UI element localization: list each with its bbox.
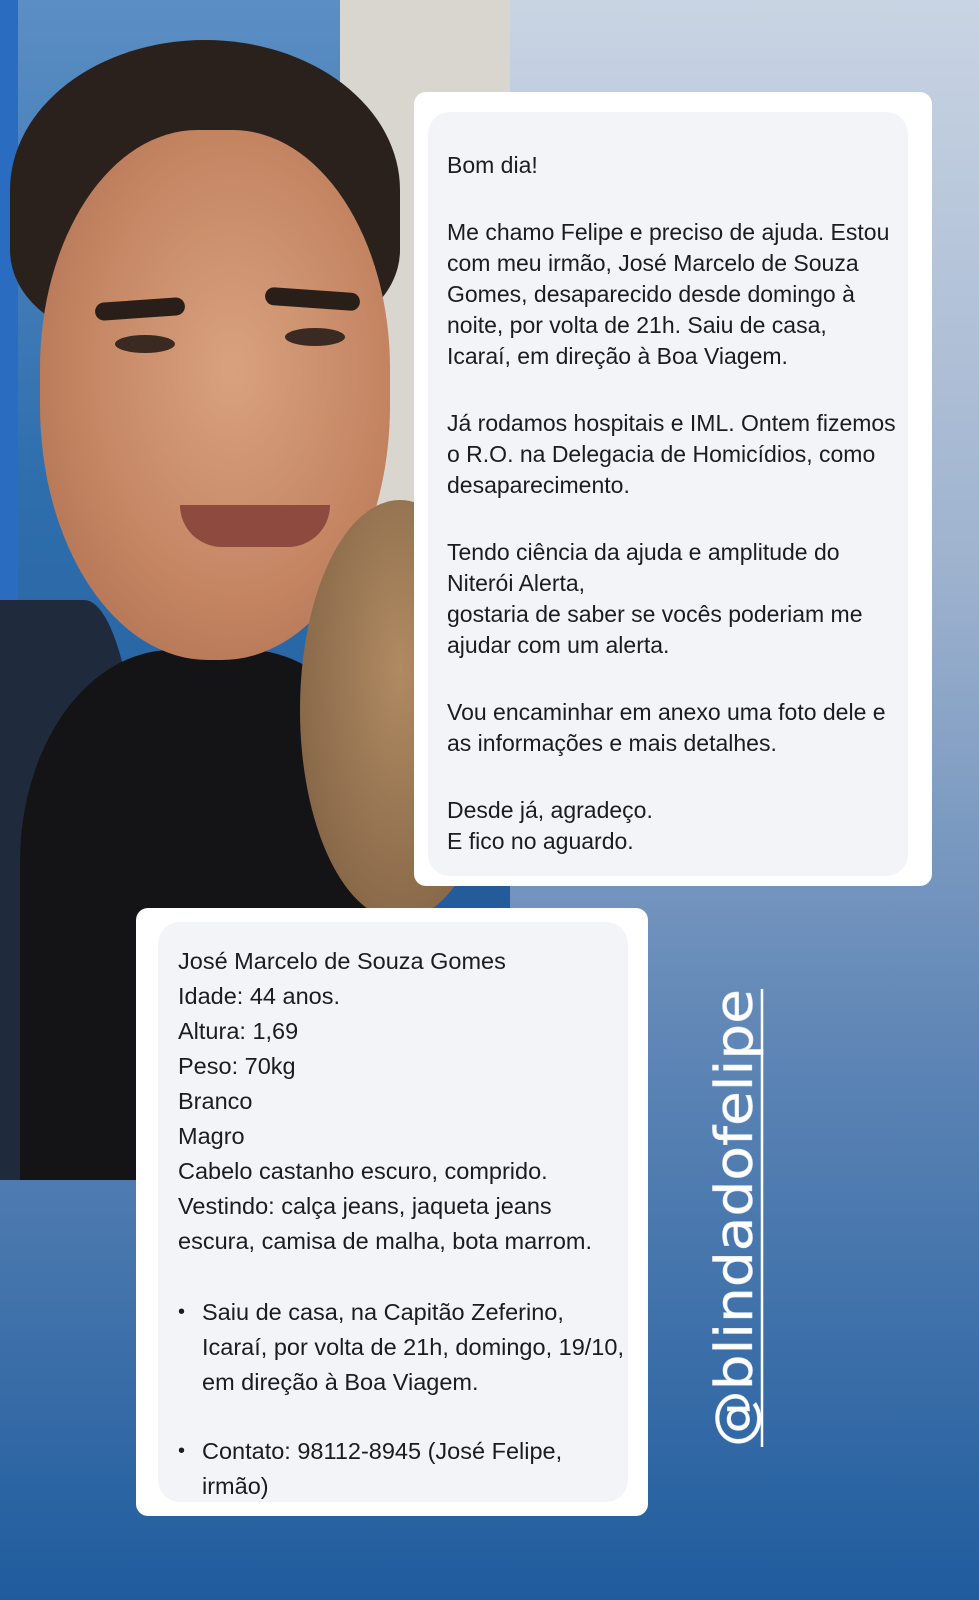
bullet-dot: • [178, 1440, 186, 1462]
info-age: Idade: 44 anos. [178, 983, 341, 1009]
list-item [178, 1434, 628, 1504]
photo-left-eye [115, 335, 175, 353]
message-paragraph-text: Bom dia! [447, 152, 538, 178]
message-paragraph-text: Desde já, agradeço. E fico no aguardo. [447, 797, 653, 854]
bullet-dot: • [178, 1301, 186, 1323]
info-height: Altura: 1,69 [178, 1018, 299, 1044]
info-details [178, 944, 628, 1504]
message-paragraph-text: Tendo ciência da ajuda e amplitude do Niterói Alerta, gostaria de saber se vocês poderiam me ajudar com um alerta. [447, 539, 863, 658]
info-hair: Cabelo castanho escuro, comprido. [178, 1158, 548, 1184]
list-item [178, 1295, 628, 1400]
message-paragraph [447, 150, 897, 181]
message-paragraph [447, 408, 897, 501]
info-contact: Contato: 98112-8945 (José Felipe, irmão) [202, 1438, 563, 1499]
message-paragraph-text: Me chamo Felipe e preciso de ajuda. Estou com meu irmão, José Marcelo de Souza Gomes, desaparecido desde domingo à noite, por volta de 21h. Saiu de casa, Icaraí, em direção à Boa Viagem. [447, 219, 890, 369]
info-card [136, 908, 648, 1516]
message-paragraph [447, 537, 897, 661]
message-paragraph [447, 217, 897, 372]
message-paragraph [447, 697, 897, 759]
info-build: Magro [178, 1123, 245, 1149]
info-name: José Marcelo de Souza Gomes [178, 948, 506, 974]
info-weight: Peso: 70kg [178, 1053, 296, 1079]
message-bubble [428, 112, 908, 876]
info-bullet-list [178, 1295, 628, 1504]
message-paragraph-text: Vou encaminhar em anexo uma foto dele e as informações e mais detalhes. [447, 699, 886, 756]
info-bubble [158, 922, 628, 1502]
watermark-text: @blindadofelipe [705, 1026, 765, 1447]
photo-smile [180, 505, 330, 547]
message-paragraph [447, 795, 897, 857]
photo-right-eye [285, 328, 345, 346]
watermark-handle [700, 985, 770, 1455]
message-card [414, 92, 932, 886]
watermark-svg [700, 985, 770, 1455]
info-skin: Branco [178, 1088, 253, 1114]
message-text [447, 150, 897, 857]
info-last-seen: Saiu de casa, na Capitão Zeferino, Icaraí, por volta de 21h, domingo, 19/10, em direção à Boa Viagem. [202, 1299, 624, 1395]
message-paragraph-text: Já rodamos hospitais e IML. Ontem fizemos o R.O. na Delegacia de Homicídios, como desaparecimento. [447, 410, 896, 498]
info-clothing: Vestindo: calça jeans, jaqueta jeans escura, camisa de malha, bota marrom. [178, 1193, 593, 1254]
